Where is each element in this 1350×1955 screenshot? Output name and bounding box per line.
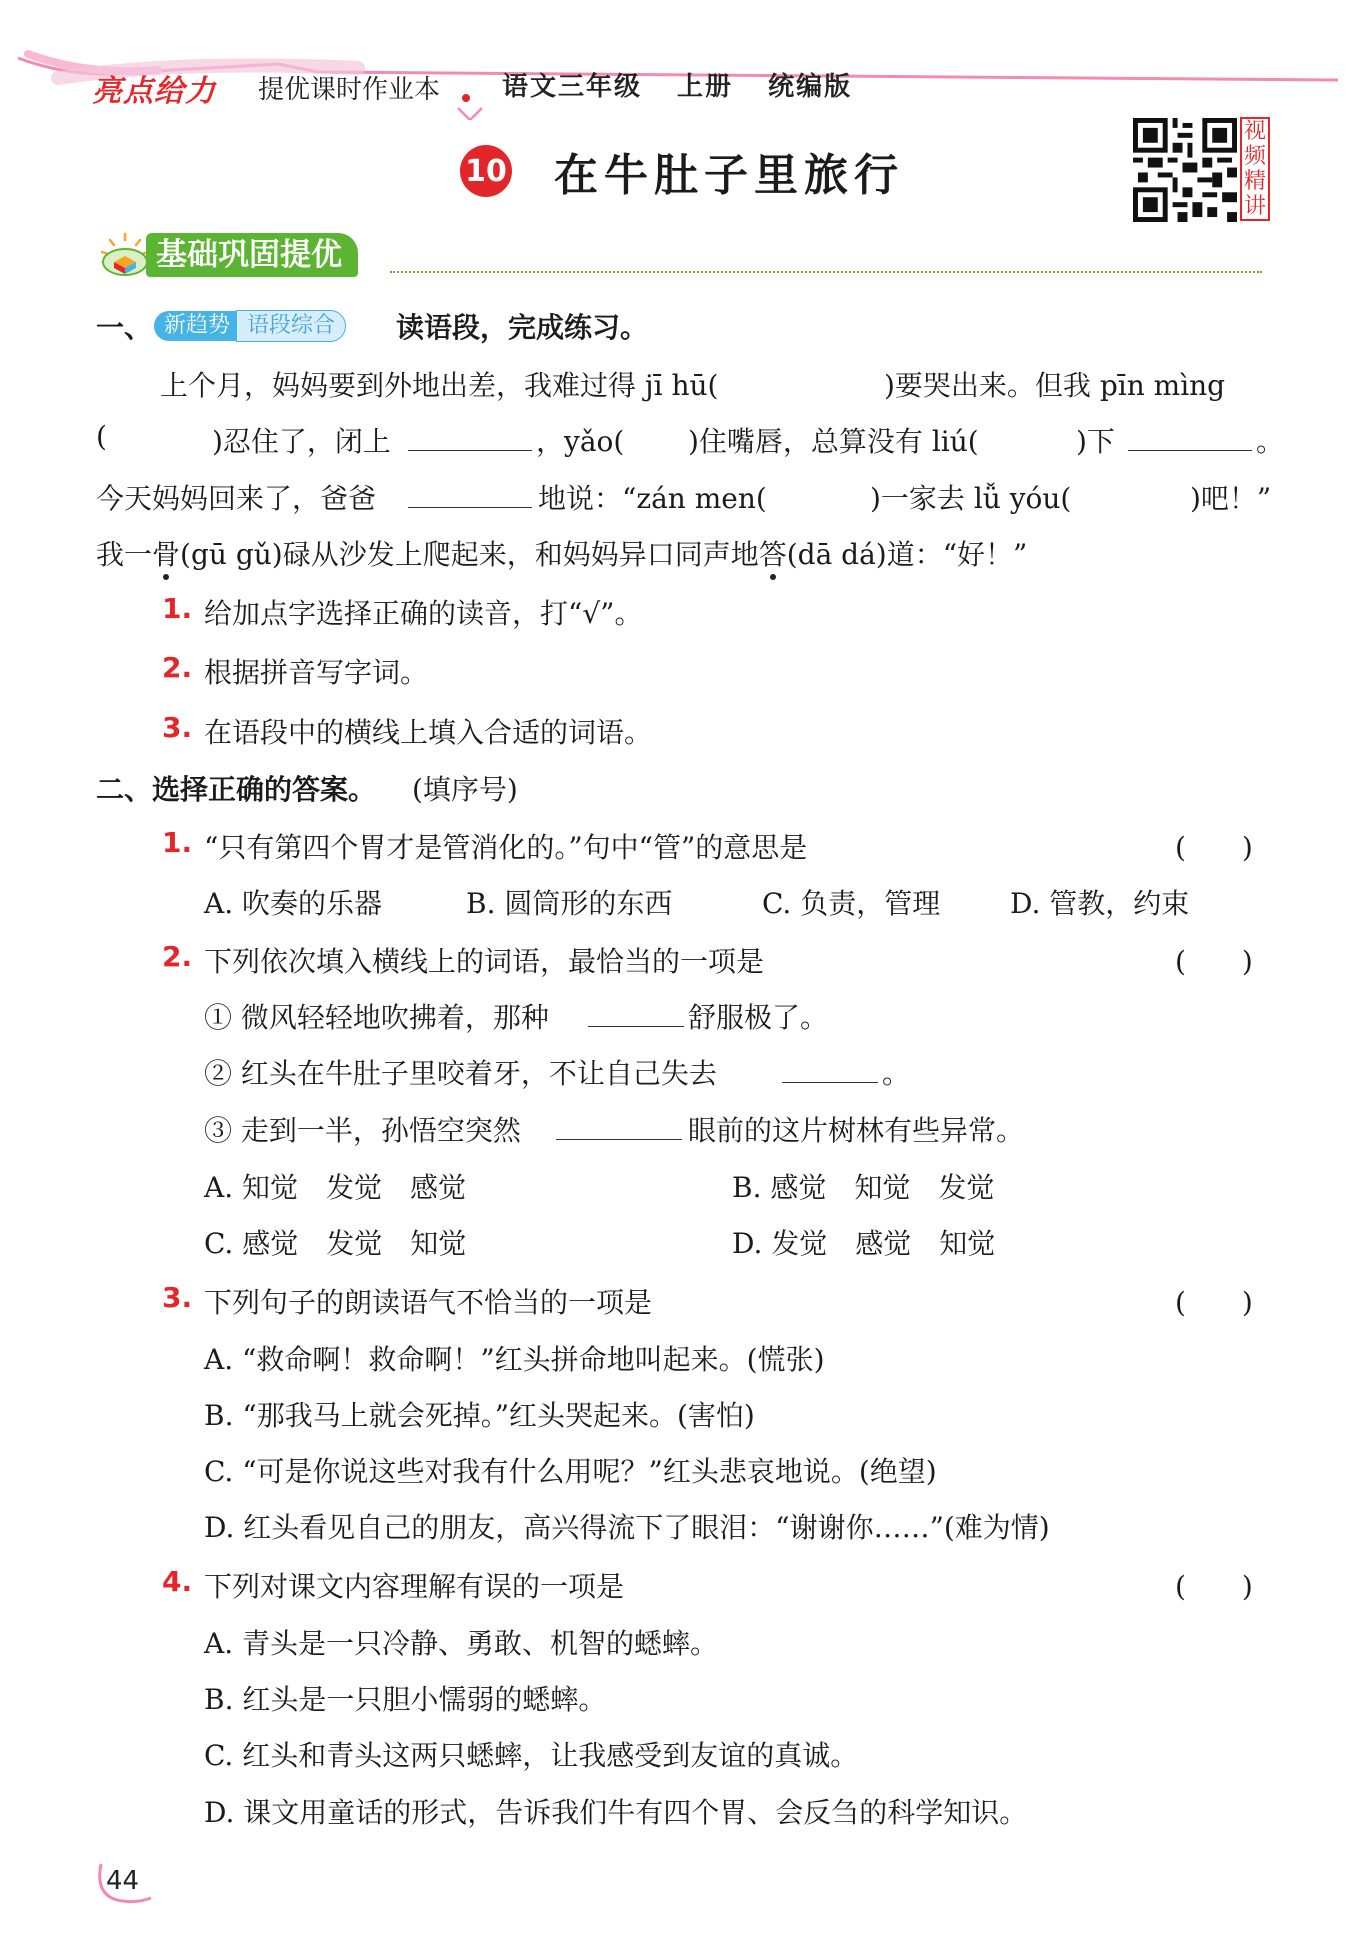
question-stem: 下列对课文内容理解有误的一项是	[204, 1570, 625, 1603]
option-c: C. 红头和青头这两只蟋蟀，让我感受到友谊的真诚。	[204, 1739, 859, 1772]
passage-text: (	[96, 420, 107, 453]
question-stem: 下列依次填入横线上的词语，最恰当的一项是	[204, 945, 765, 978]
option-c: C. “可是你说这些对我有什么用呢？”红头悲哀地说。(绝望)	[204, 1455, 937, 1488]
option-b: B. “那我马上就会死掉。”红头哭起来。(害怕)	[204, 1399, 755, 1432]
passage-text: )要哭出来。但我 pīn mìng	[884, 369, 1226, 402]
option-d: D. 课文用童话的形式，告诉我们牛有四个胃、会反刍的科学知识。	[204, 1796, 1028, 1829]
paragraph-tag: 语段综合	[236, 310, 346, 342]
fill-blank[interactable]	[1128, 420, 1252, 451]
sentence-text: ① 微风轻轻地吹拂着，那种	[204, 1001, 549, 1034]
lesson-title: 在牛肚子里旅行	[554, 150, 904, 201]
option-c: C. 感觉 发觉 知觉	[204, 1227, 467, 1260]
lesson-number-badge: 10	[460, 145, 512, 197]
option-a: A. 知觉 发觉 感觉	[204, 1171, 467, 1204]
passage-text: 地说：“zán men(	[538, 482, 767, 515]
passage-text: )一家去 lǚ yóu(	[870, 482, 1072, 515]
option-b: B. 红头是一只胆小懦弱的蟋蟀。	[204, 1683, 607, 1716]
page-number: 44	[106, 1866, 140, 1896]
question-stem: “只有第四个胃才是管消化的。”句中“管”的意思是	[204, 831, 808, 864]
dotted-character: 答	[758, 538, 787, 571]
question-text: 在语段中的横线上填入合适的词语。	[204, 716, 653, 749]
option-c: C. 负责，管理	[762, 887, 941, 920]
sentence-text: ③ 走到一半，孙悟空突然	[204, 1114, 521, 1147]
lesson-header	[460, 140, 904, 202]
dotted-character: 骨	[152, 538, 181, 571]
fill-blank[interactable]	[588, 996, 684, 1027]
section-title: 基础巩固提优	[146, 233, 358, 277]
sentence-text: 眼前的这片树林有些异常。	[688, 1114, 1025, 1147]
option-d: D. 发觉 感觉 知觉	[732, 1227, 996, 1260]
part2-note: (填序号)	[412, 773, 518, 806]
question-text: 给加点字选择正确的读音，打“√”。	[204, 597, 643, 630]
answer-box[interactable]: ( )	[1175, 1570, 1253, 1603]
answer-box[interactable]: ( )	[1175, 1286, 1253, 1319]
option-b: B. 圆筒形的东西	[466, 887, 673, 920]
option-a: A. “救命啊！救命啊！”红头拼命地叫起来。(慌张)	[204, 1343, 825, 1376]
fill-blank[interactable]	[408, 477, 532, 508]
question-stem: 下列句子的朗读语气不恰当的一项是	[204, 1286, 653, 1319]
fill-blank[interactable]	[782, 1052, 878, 1083]
option-a: A. 吹奏的乐器	[204, 887, 383, 920]
answer-box[interactable]: ( )	[1175, 831, 1253, 864]
qr-code-icon[interactable]	[1133, 118, 1237, 222]
option-a: A. 青头是一只冷静、勇敢、机智的蟋蟀。	[204, 1627, 719, 1660]
answer-box[interactable]: ( )	[1175, 945, 1253, 978]
passage-text: )住嘴唇，总算没有 liú(	[688, 425, 979, 458]
series-name: 提优课时作业本	[258, 75, 441, 105]
passage-text: )吧！”	[1190, 482, 1272, 515]
option-b: B. 感觉 知觉 发觉	[732, 1171, 995, 1204]
passage-text: (gū gǔ)碌从沙发上爬起来，和妈妈异口同声地	[180, 538, 759, 571]
sentence-text: ② 红头在牛肚子里咬着牙，不让自己失去	[204, 1057, 717, 1090]
section-banner	[96, 232, 358, 278]
passage-text: ，yǎo(	[536, 425, 625, 458]
passage-text: 。	[1256, 425, 1285, 458]
question-text: 根据拼音写字词。	[204, 656, 429, 689]
option-d: D. 管教，约束	[1010, 887, 1190, 920]
video-lesson-tag[interactable]: 视频精讲	[1240, 117, 1270, 221]
passage-text: 今天妈妈回来了，爸爸	[96, 482, 377, 515]
passage-text: 上个月，妈妈要到外地出差，我难过得 jī hū(	[160, 369, 719, 402]
option-d: D. 红头看见自己的朋友，高兴得流下了眼泪：“谢谢你……”(难为情)	[204, 1511, 1050, 1544]
fill-blank[interactable]	[556, 1109, 682, 1140]
sentence-text: 。	[882, 1057, 911, 1090]
passage-text: )忍住了，闭上	[212, 425, 391, 458]
part2-title: 二、选择正确的答案。	[96, 773, 377, 806]
part1-tags	[154, 309, 346, 342]
book-info: 语文三年级 上册 统编版	[502, 72, 853, 102]
trend-tag: 新趋势	[154, 311, 240, 341]
passage-text: )下	[1076, 425, 1115, 458]
passage-text: (dā dá)道：“好！”	[786, 538, 1028, 571]
passage-text: 我一	[96, 538, 153, 571]
part1-instruction: 读语段，完成练习。	[396, 311, 649, 344]
sentence-text: 舒服极了。	[688, 1001, 829, 1034]
brand-logo: 亮点给力	[92, 74, 216, 109]
fill-blank[interactable]	[408, 420, 532, 451]
section-divider	[390, 271, 1262, 273]
part1-number: 一、	[96, 311, 153, 344]
